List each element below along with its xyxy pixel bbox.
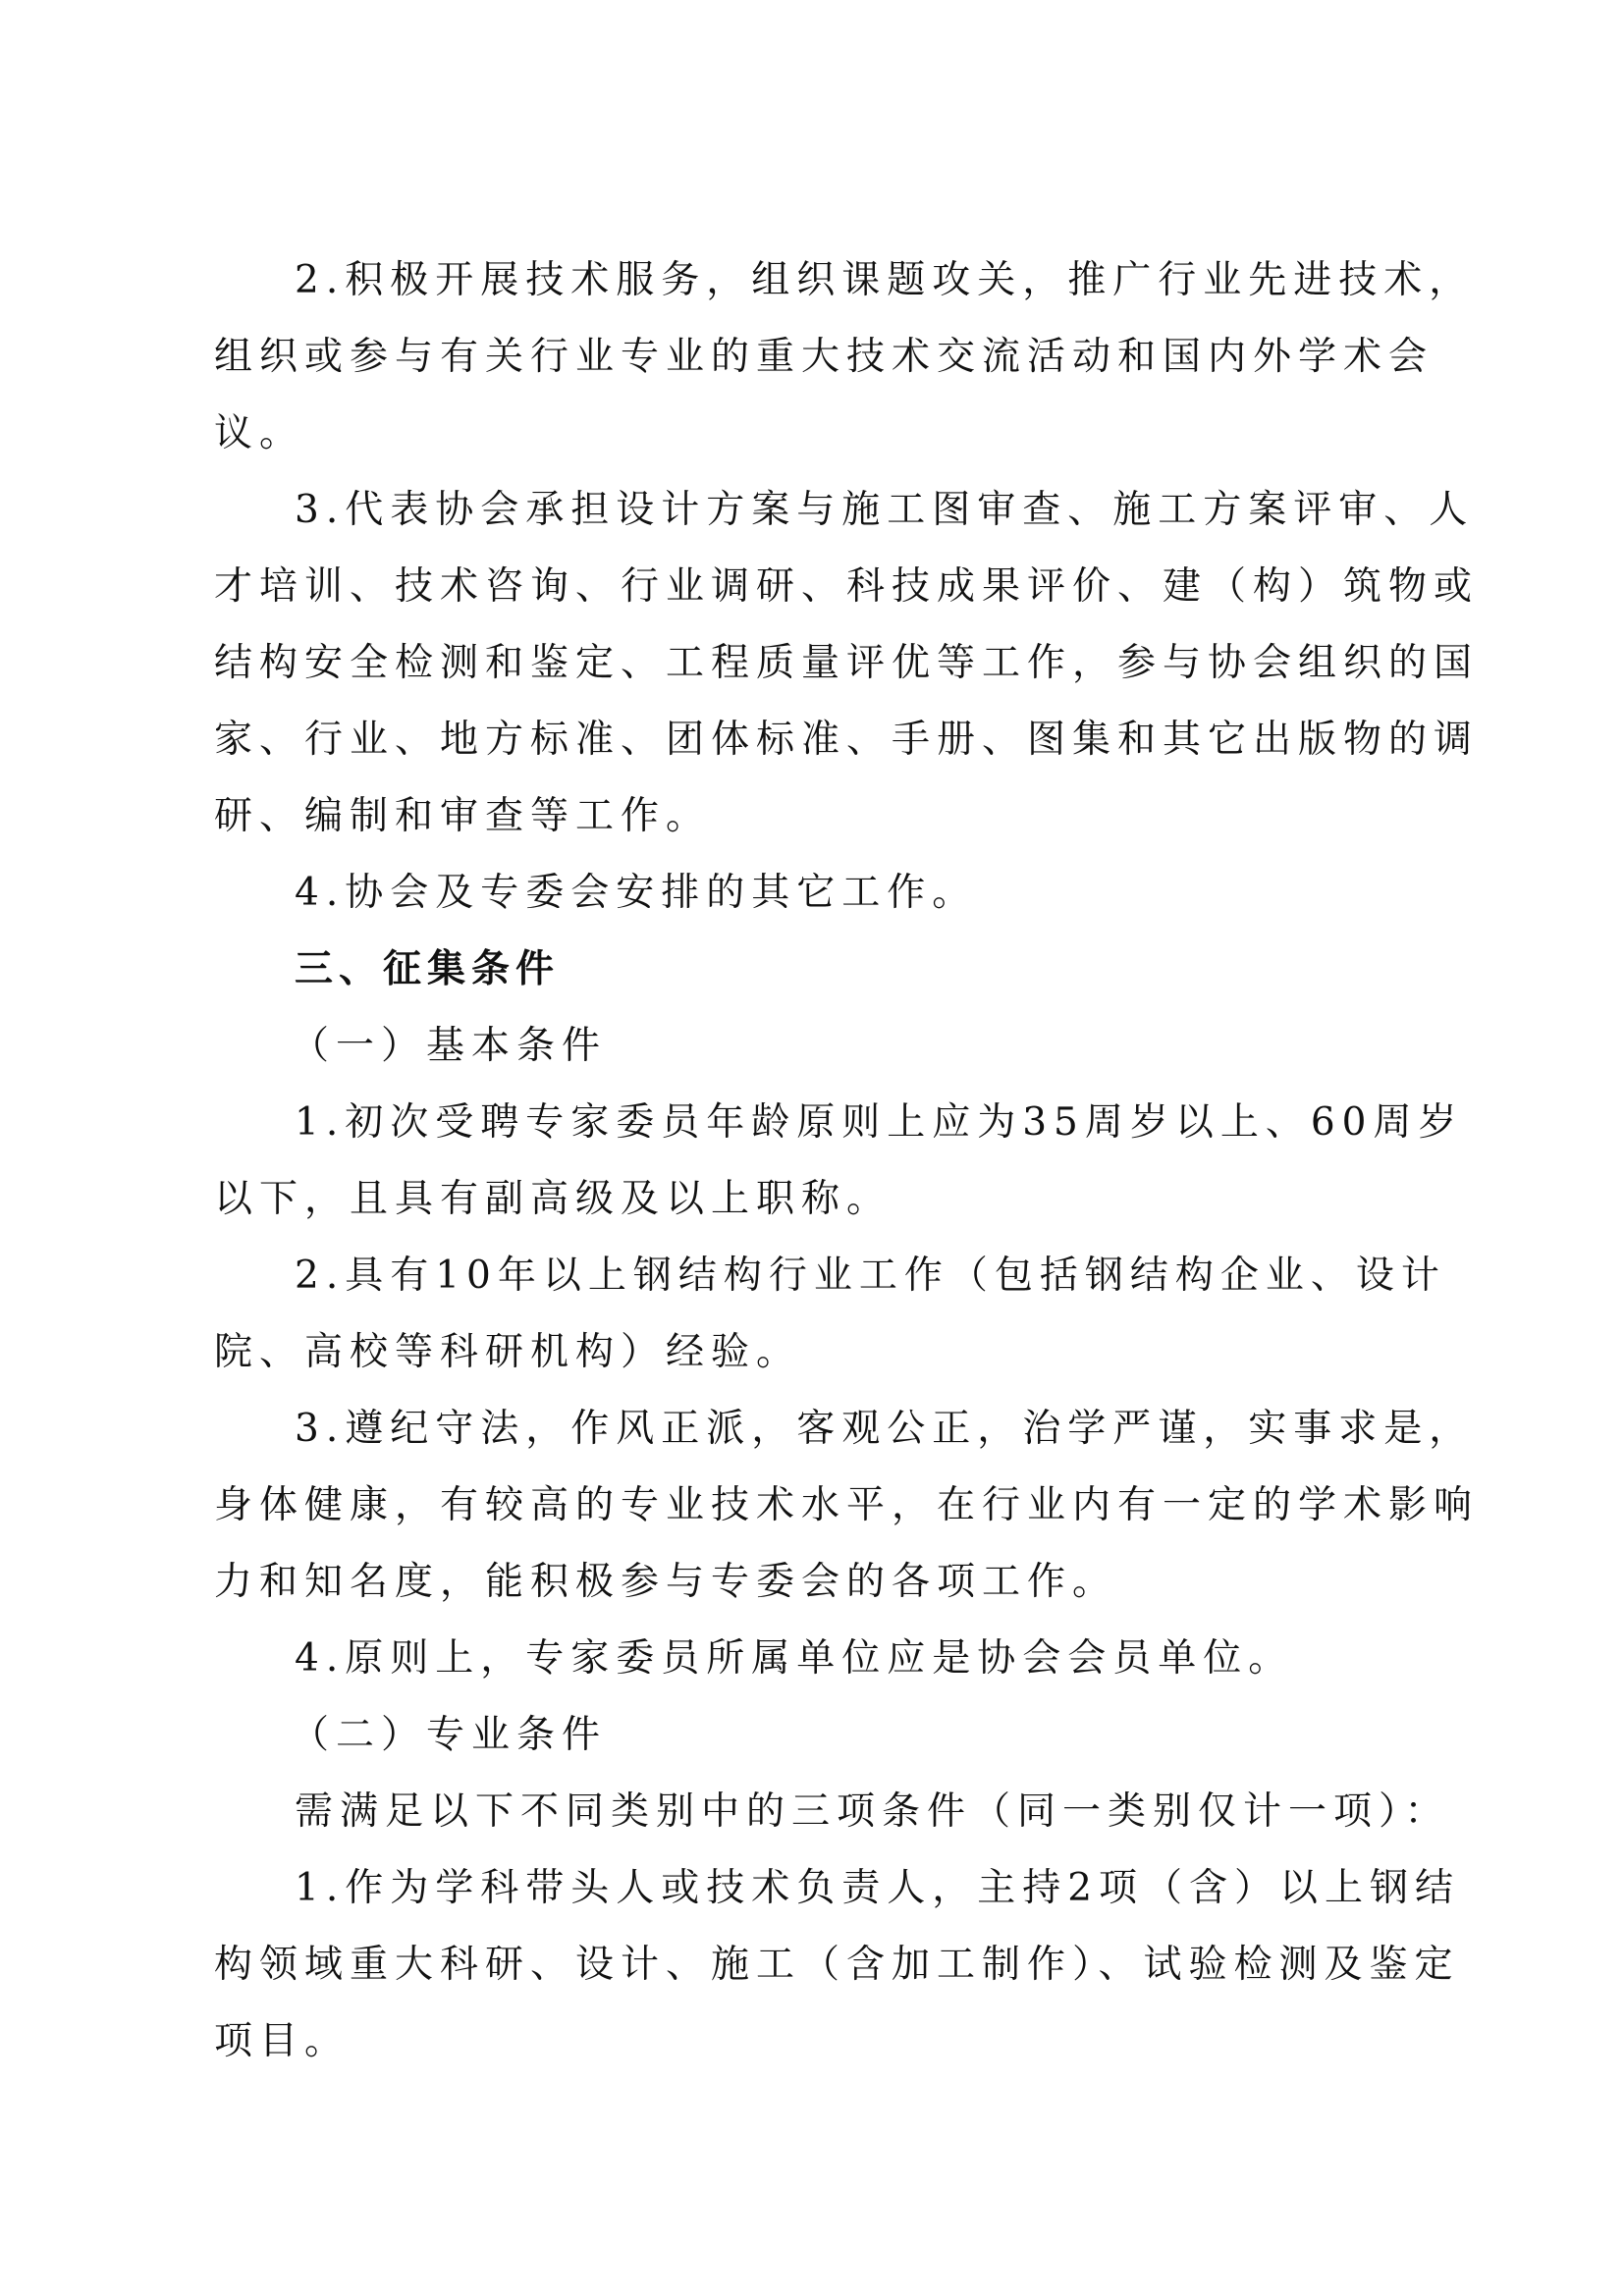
subsection-heading: （一）基本条件 bbox=[291, 1024, 608, 1068]
paragraph-line: 议。 bbox=[214, 411, 305, 455]
paragraph-line: 2.积极开展技术服务，组织课题攻关，推广行业先进技术， bbox=[295, 258, 1475, 302]
paragraph-line: 项目。 bbox=[214, 2019, 351, 2063]
paragraph-line: 以下，且具有副高级及以上职称。 bbox=[214, 1177, 893, 1221]
paragraph-line: 身体健康，有较高的专业技术水平，在行业内有一定的学术影响 bbox=[214, 1483, 1480, 1527]
paragraph-line: 4.协会及专委会安排的其它工作。 bbox=[295, 871, 978, 915]
paragraph-line: 结构安全检测和鉴定、工程质量评优等工作，参与协会组织的国 bbox=[214, 641, 1480, 685]
paragraph-line: 1.作为学科带头人或技术负责人，主持2项（含）以上钢结 bbox=[295, 1866, 1461, 1910]
paragraph-line: 3.遵纪守法，作风正派，客观公正，治学严谨，实事求是， bbox=[295, 1407, 1475, 1451]
paragraph-line: 才培训、技术咨询、行业调研、科技成果评价、建（构）筑物或 bbox=[214, 564, 1480, 609]
section-heading: 三、征集条件 bbox=[295, 947, 561, 991]
paragraph-line: 构领域重大科研、设计、施工（含加工制作）、试验检测及鉴定 bbox=[214, 1943, 1460, 1987]
paragraph-line: 研、编制和审查等工作。 bbox=[214, 794, 712, 838]
paragraph-line: 1.初次受聘专家委员年龄原则上应为35周岁以上、60周岁 bbox=[295, 1100, 1464, 1145]
paragraph-line: 组织或参与有关行业专业的重大技术交流活动和国内外学术会 bbox=[214, 335, 1435, 379]
subsection-heading: （二）专业条件 bbox=[291, 1713, 608, 1757]
paragraph-line: 院、高校等科研机构）经验。 bbox=[214, 1330, 802, 1374]
paragraph-line: 力和知名度，能积极参与专委会的各项工作。 bbox=[214, 1560, 1118, 1604]
paragraph-line: 4.原则上，专家委员所属单位应是协会会员单位。 bbox=[295, 1636, 1294, 1681]
paragraph-line: 3.代表协会承担设计方案与施工图审查、施工方案评审、人 bbox=[295, 488, 1475, 532]
paragraph-line: 需满足以下不同类别中的三项条件（同一类别仅计一项）： bbox=[295, 1789, 1450, 1834]
paragraph-line: 家、行业、地方标准、团体标准、手册、图集和其它出版物的调 bbox=[214, 718, 1480, 762]
paragraph-line: 2.具有10年以上钢结构行业工作（包括钢结构企业、设计 bbox=[295, 1254, 1446, 1298]
